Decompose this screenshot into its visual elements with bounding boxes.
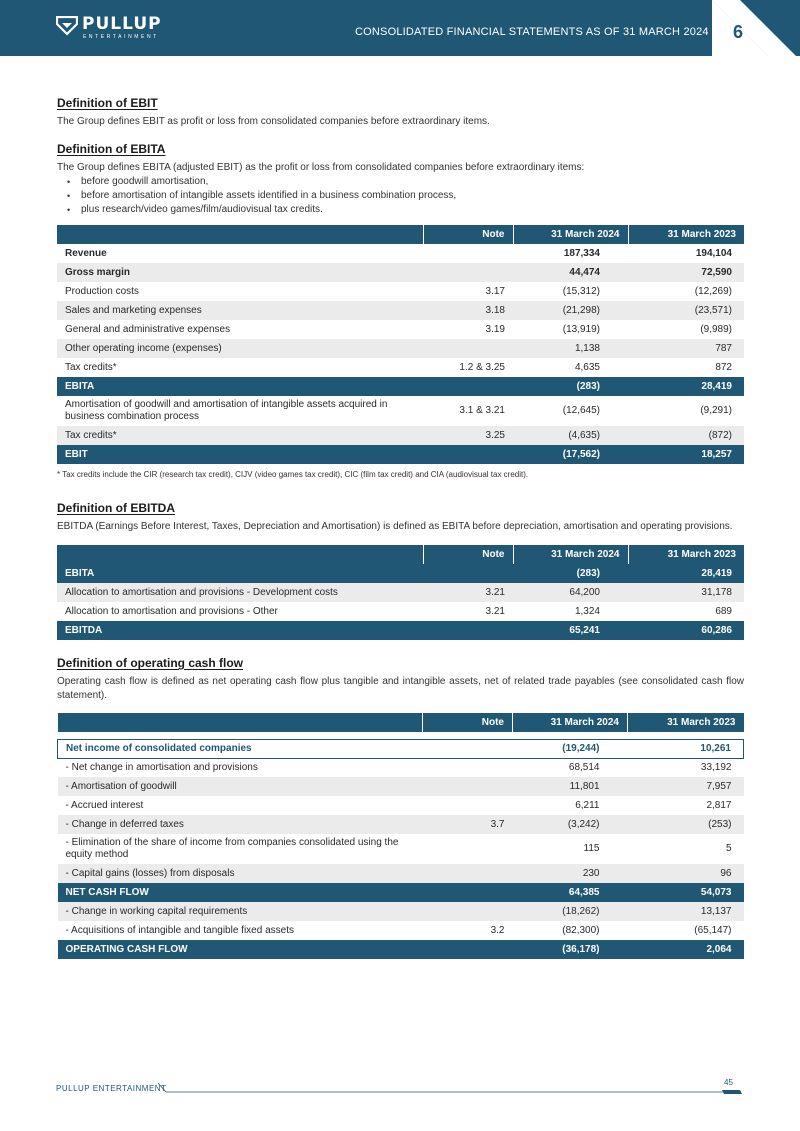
note-cell: 3.18 — [423, 301, 513, 320]
value-2023-cell: 872 — [628, 358, 744, 377]
table-row — [57, 263, 744, 282]
list-item: • before amortisation of intangible assets identified in a business combination process, — [67, 189, 744, 203]
value-2024-cell: (13,919) — [513, 320, 628, 339]
value-2024-cell: (15,312) — [513, 282, 628, 301]
value-2023-cell: 2,817 — [628, 796, 744, 815]
table-row — [58, 758, 744, 777]
ebit-definition-title: Definition of EBIT — [57, 96, 158, 110]
value-2023-cell: 13,137 — [628, 902, 744, 921]
table-header-row — [57, 545, 744, 564]
table-header-note: Note — [423, 545, 513, 564]
note-cell — [423, 564, 513, 583]
value-2024-cell: 230 — [513, 864, 628, 883]
value-2024-cell: (12,645) — [513, 396, 628, 426]
value-2023-cell: 96 — [628, 864, 744, 883]
brand-subtitle: ENTERTAINMENT — [83, 34, 159, 40]
note-cell — [423, 902, 513, 921]
value-2024-cell: 11,801 — [513, 777, 628, 796]
row-label: Other operating income (expenses) — [57, 339, 423, 358]
value-2023-cell: 33,192 — [628, 758, 744, 777]
row-label: Gross margin — [57, 263, 423, 282]
table-row — [58, 921, 744, 940]
table-header-2024: 31 March 2024 — [513, 225, 628, 244]
value-2024-cell: (3,242) — [513, 815, 628, 834]
table-row-total — [58, 883, 744, 902]
note-cell: 3.7 — [423, 815, 513, 834]
row-label: - Change in deferred taxes — [58, 815, 423, 834]
note-cell — [423, 864, 513, 883]
table-row — [58, 864, 744, 883]
note-cell — [423, 940, 513, 959]
table-header-2023: 31 March 2023 — [628, 225, 744, 244]
table-footnote: * Tax credits include the CIR (research tax credit), CIJV (video games tax credit), CIC (film tax credit) and CIA (audiovisual tax credit). — [57, 470, 529, 479]
table-row — [57, 301, 744, 320]
row-label: - Capital gains (losses) from disposals — [58, 864, 423, 883]
row-label: - Accrued interest — [58, 796, 423, 815]
value-2024-cell: 4,635 — [513, 358, 628, 377]
header-title: CONSOLIDATED FINANCIAL STATEMENTS AS OF 31 MARCH 2024 — [355, 26, 709, 38]
value-2023-cell: 787 — [628, 339, 744, 358]
value-2023-cell: 28,419 — [628, 377, 744, 396]
value-2024-cell: (82,300) — [513, 921, 628, 940]
value-2023-cell: 54,073 — [628, 883, 744, 902]
logo-mark-icon — [56, 16, 78, 38]
table-header-blank — [57, 545, 423, 564]
row-label: Allocation to amortisation and provisions - Other — [57, 602, 423, 621]
row-label: EBITA — [57, 564, 423, 583]
page-number: 45 — [724, 1078, 733, 1087]
value-2024-cell: 65,241 — [513, 621, 628, 640]
note-cell — [423, 758, 513, 777]
value-2023-cell: 28,419 — [628, 564, 744, 583]
ocf-definition-title: Definition of operating cash flow — [57, 656, 243, 670]
table-row — [58, 796, 744, 815]
note-cell: 1.2 & 3.25 — [423, 358, 513, 377]
row-label: EBIT — [57, 445, 423, 464]
table-row — [58, 815, 744, 834]
note-cell — [423, 739, 513, 758]
table-row — [57, 339, 744, 358]
table-row — [57, 426, 744, 445]
value-2024-cell: (36,178) — [513, 940, 628, 959]
note-cell: 3.17 — [423, 282, 513, 301]
value-2024-cell: 1,138 — [513, 339, 628, 358]
note-cell — [423, 834, 513, 864]
value-2024-cell: 44,474 — [513, 263, 628, 282]
table-row-total — [57, 564, 744, 583]
value-2023-cell: 10,261 — [628, 739, 744, 758]
table-header-blank — [57, 225, 423, 244]
value-2023-cell: (872) — [628, 426, 744, 445]
value-2023-cell: 194,104 — [628, 244, 744, 263]
note-cell — [423, 883, 513, 902]
table-row — [57, 583, 744, 602]
table-row — [58, 834, 744, 864]
value-2023-cell: 72,590 — [628, 263, 744, 282]
value-2024-cell: (17,562) — [513, 445, 628, 464]
footer-brand: PULLUP ENTERTAINMENT — [56, 1084, 167, 1093]
ebitda-table — [57, 545, 744, 640]
ebita-bullet-list — [67, 175, 744, 217]
row-label: - Net change in amortisation and provisions — [58, 758, 423, 777]
table-row-highlight — [58, 739, 744, 758]
list-item: • before goodwill amortisation, — [67, 175, 744, 189]
table-row — [57, 320, 744, 339]
list-item: • plus research/video games/film/audiovisual tax credits. — [67, 203, 744, 217]
row-label: Allocation to amortisation and provisions - Development costs — [57, 583, 423, 602]
table-row — [58, 777, 744, 796]
row-label: NET CASH FLOW — [58, 883, 423, 902]
note-cell: 3.21 — [423, 583, 513, 602]
ebita-ebit-table — [57, 225, 744, 464]
table-header-2024: 31 March 2024 — [513, 545, 628, 564]
table-header-row — [58, 713, 744, 732]
table-header-2024: 31 March 2024 — [513, 713, 628, 732]
table-header-note: Note — [423, 713, 513, 732]
value-2023-cell: 2,064 — [628, 940, 744, 959]
table-row-total — [57, 621, 744, 640]
note-cell: 3.25 — [423, 426, 513, 445]
note-cell — [423, 621, 513, 640]
value-2023-cell: 689 — [628, 602, 744, 621]
note-cell — [423, 339, 513, 358]
note-cell — [423, 244, 513, 263]
table-row — [57, 282, 744, 301]
row-label: General and administrative expenses — [57, 320, 423, 339]
section-number: 6 — [733, 22, 744, 42]
table-cell — [58, 732, 744, 739]
row-label: EBITA — [57, 377, 423, 396]
value-2024-cell: 68,514 — [513, 758, 628, 777]
note-cell — [423, 263, 513, 282]
note-cell — [423, 777, 513, 796]
table-row — [57, 358, 744, 377]
value-2024-cell: 6,211 — [513, 796, 628, 815]
table-header-blank — [58, 713, 423, 732]
ebitda-definition-title: Definition of EBITDA — [57, 501, 175, 515]
table-row-total — [57, 377, 744, 396]
table-header-2023: 31 March 2023 — [628, 713, 744, 732]
ebita-definition-text: The Group defines EBITA (adjusted EBIT) as the profit or loss from consolidated companies before extraordinary items: — [57, 162, 585, 173]
page-header — [0, 0, 800, 56]
row-label: Tax credits* — [57, 358, 423, 377]
value-2024-cell: 1,324 — [513, 602, 628, 621]
brand-logo — [56, 16, 162, 41]
ebit-definition-text: The Group defines EBIT as profit or loss from consolidated companies before extraordinary items. — [57, 116, 490, 127]
value-2024-cell: 64,200 — [513, 583, 628, 602]
row-label: - Change in working capital requirements — [58, 902, 423, 921]
table-header-note: Note — [423, 225, 513, 244]
note-cell — [423, 377, 513, 396]
row-label: Amortisation of goodwill and amortisation of intangible assets acquired in business combination process — [57, 396, 423, 426]
value-2024-cell: (18,262) — [513, 902, 628, 921]
table-row — [57, 244, 744, 263]
value-2024-cell: (283) — [513, 377, 628, 396]
ebitda-definition-text: EBITDA (Earnings Before Interest, Taxes, Depreciation and Amortisation) is defined as EBITA before depreciation, amortisation and operating provisions. — [57, 521, 733, 532]
note-cell — [423, 445, 513, 464]
value-2024-cell: 115 — [513, 834, 628, 864]
value-2023-cell: 18,257 — [628, 445, 744, 464]
value-2024-cell: 187,334 — [513, 244, 628, 263]
value-2023-cell: (253) — [628, 815, 744, 834]
table-row-total — [58, 940, 744, 959]
value-2023-cell: (65,147) — [628, 921, 744, 940]
value-2023-cell: (12,269) — [628, 282, 744, 301]
table-header-row — [57, 225, 744, 244]
ebita-definition-title: Definition of EBITA — [57, 142, 166, 156]
value-2024-cell: (19,244) — [513, 739, 628, 758]
value-2024-cell: (283) — [513, 564, 628, 583]
value-2023-cell: 5 — [628, 834, 744, 864]
note-cell: 3.21 — [423, 602, 513, 621]
row-label: - Amortisation of goodwill — [58, 777, 423, 796]
value-2023-cell: (9,989) — [628, 320, 744, 339]
row-label: EBITDA — [57, 621, 423, 640]
row-label: Revenue — [57, 244, 423, 263]
row-label: Tax credits* — [57, 426, 423, 445]
note-cell: 3.2 — [423, 921, 513, 940]
row-label: - Acquisitions of intangible and tangible fixed assets — [58, 921, 423, 940]
value-2023-cell: 31,178 — [628, 583, 744, 602]
value-2023-cell: 60,286 — [628, 621, 744, 640]
row-label: Production costs — [57, 282, 423, 301]
value-2023-cell: (9,291) — [628, 396, 744, 426]
page-content — [57, 96, 744, 959]
brand-name: PULLUP — [82, 14, 162, 34]
table-row-total — [57, 445, 744, 464]
value-2024-cell: (4,635) — [513, 426, 628, 445]
row-label: - Elimination of the share of income from companies consolidated using the equity method — [58, 834, 423, 864]
ocf-definition-text: Operating cash flow is defined as net operating cash flow plus tangible and intangible assets, net of related trade payables (see consolidated cash flow statement). — [57, 676, 744, 701]
table-row — [57, 602, 744, 621]
note-cell — [423, 796, 513, 815]
note-cell: 3.1 & 3.21 — [423, 396, 513, 426]
value-2024-cell: 64,385 — [513, 883, 628, 902]
table-header-2023: 31 March 2023 — [628, 545, 744, 564]
value-2023-cell: (23,571) — [628, 301, 744, 320]
table-row — [57, 396, 744, 426]
row-label: Sales and marketing expenses — [57, 301, 423, 320]
table-row — [58, 902, 744, 921]
row-label: Net income of consolidated companies — [58, 739, 423, 758]
value-2024-cell: (21,298) — [513, 301, 628, 320]
note-cell: 3.19 — [423, 320, 513, 339]
value-2023-cell: 7,957 — [628, 777, 744, 796]
row-label: OPERATING CASH FLOW — [58, 940, 423, 959]
operating-cash-flow-table — [57, 713, 744, 959]
